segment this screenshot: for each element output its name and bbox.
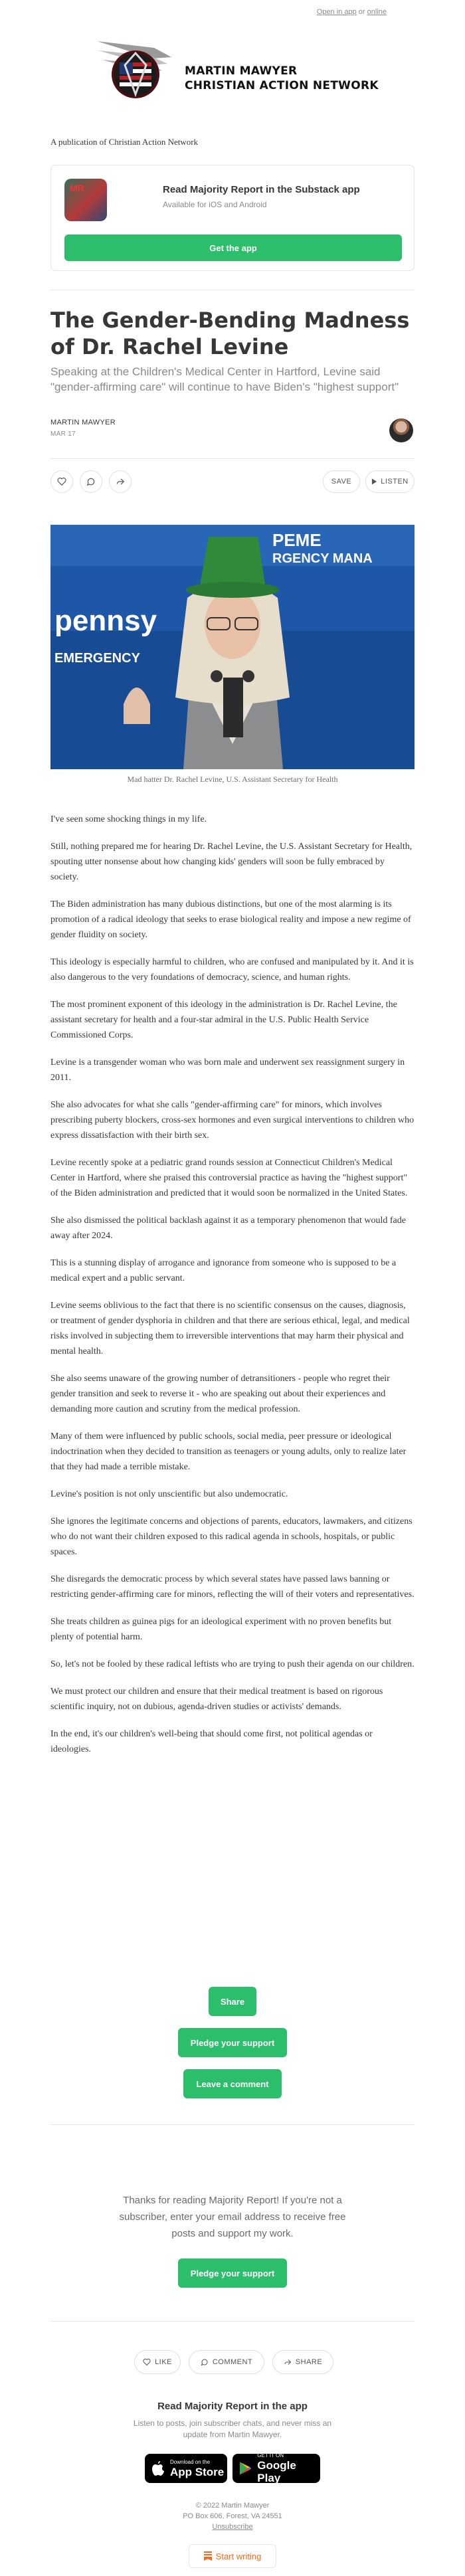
divider [50,2124,415,2125]
open-in-app-link[interactable]: Open in app [316,8,357,16]
author-avatar[interactable] [389,418,413,442]
share-arrow-icon [116,477,125,486]
google-play-badge[interactable] [232,2454,320,2483]
article-actions [50,470,415,497]
article-paragraph: Levine recently spoke at a pediatric grand rounds session at Connecticut Children's Medical Center in Hartford, where she praised this controversial practice as having the "highest support" of the Biden administration and predicted that it would soon be normalized in the United States. [50,1158,408,1198]
share-arrow-icon [284,2358,292,2366]
or-text: or [358,8,365,16]
publication-note: A publication of Christian Action Network [50,137,199,147]
read-in-app-title: Read Majority Report in the app [157,2401,308,2412]
unsubscribe-link[interactable]: Unsubscribe [212,2523,253,2531]
comment-icon [86,477,96,486]
bottom-comment-button[interactable] [189,2350,264,2374]
like-label: LIKE [155,2358,172,2366]
article-paragraph: She also dismissed the political backlash against it as a temporary phenomenon that would fade away after 2024. [50,1216,406,1241]
article-paragraph: Levine's position is not only unscientific but also undemocratic. [50,1489,288,1499]
hero-sign-text-1: PEME [272,530,322,550]
article-paragraph: We must protect our children and ensure that their medical treatment is based on rigorous scientific inquiry, not on dubious, agenda-driven studies or activists' demands. [50,1687,383,1712]
article-paragraph: The Biden administration has many dubious distinctions, but one of the most alarming is its promotion of a radical ideology that seeks to erase biological reality and impose a new regime of gender fluidity on society. [50,899,411,940]
subscribe-text: Thanks for reading Majority Report! If you're not a subscriber, enter your email address to receive free posts and support my work. [119,2195,346,2239]
article-paragraph: Levine is a transgender woman who was born male and underwent sex reassignment surgery in 2011. [50,1058,405,1083]
hero-sign-text-4: EMERGENCY [54,651,140,666]
play-icon [371,478,377,485]
app-promo-card [50,165,415,271]
article-paragraph: So, let's not be fooled by these radical leftists who are trying to push their agenda on our children. [50,1659,415,1669]
article-paragraph: She also seems unaware of the growing number of detransitioners - people who regret their gender transition and seek to reverse it - who are speaking out about their experiences and demanding more caution and scrutiny from the medical profession. [50,1374,390,1414]
logo-title [185,64,379,93]
logo-title-line2: CHRISTIAN ACTION NETWORK [185,79,379,92]
article-paragraph: I've seen some shocking things in my life. [50,814,207,824]
app-store-big: App Store [170,2465,225,2478]
article-paragraph: The most prominent exponent of this ideology in the administration is Dr. Rachel Levine, the assistant secretary for health and a four-star admiral in the U.S. Public Health Service Commissioned Corps. [50,1000,397,1040]
like-button[interactable] [50,470,73,493]
read-in-app-subtitle: Listen to posts, join subscriber chats, and never miss an update from Martin Mawyer. [133,2419,332,2439]
app-card-subtitle: Available for iOS and Android [163,200,267,209]
footer-copyright: © 2022 Martin Mawyer [195,2502,270,2510]
hero-caption: Mad hatter Dr. Rachel Levine, U.S. Assistant Secretary for Health [127,775,338,784]
app-card-title: Read Majority Report in the Substack app [163,184,360,195]
bottom-like-button[interactable] [134,2350,181,2374]
share-label: SHARE [295,2358,323,2366]
google-play-text [257,2452,320,2484]
get-app-button[interactable]: Get the app [64,234,402,261]
app-store-small: Download on the [170,2458,211,2465]
share-cta-button[interactable]: Share [209,1987,256,2016]
article-paragraph: Many of them were influenced by public schools, social media, peer pressure or ideological indoctrination when they decided to transition as teenagers or young adults, only to realize later that they had made a terrible mistake. [50,1431,407,1472]
publication-logo[interactable] [93,28,385,102]
hero-sign-text-3: pennsy [54,604,157,637]
article-title[interactable]: The Gender-Bending Madness of Dr. Rachel Levine [50,308,410,359]
author-name[interactable]: MARTIN MAWYER [50,418,116,426]
listen-label: LISTEN [381,478,409,486]
article-body [50,812,415,1769]
subscribe-pledge-button[interactable]: Pledge your support [178,2258,287,2288]
start-writing-label: Start writing [215,2551,262,2561]
leave-comment-button[interactable]: Leave a comment [183,2069,282,2098]
app-icon-text: MR [70,183,84,193]
article-paragraph: She treats children as guinea pigs for an ideological experiment with no proven benefits but plenty of potential harm. [50,1617,392,1642]
apple-icon [151,2460,165,2476]
app-store-badge[interactable] [145,2454,227,2483]
pledge-support-button[interactable]: Pledge your support [178,2028,287,2057]
app-store-text [170,2459,224,2478]
online-link[interactable]: online [367,8,387,16]
post-date: MAR 17 [50,430,76,438]
bottom-share-button[interactable] [272,2350,333,2374]
divider [50,2321,415,2322]
app-icon [64,179,107,221]
start-writing-button[interactable] [189,2544,276,2568]
footer-address: PO Box 606, Forest, VA 24551 [183,2512,282,2520]
logo-title-line1: MARTIN MAWYER [185,64,298,78]
article-paragraph: Still, nothing prepared me for hearing Dr. Rachel Levine, the U.S. Assistant Secretary for Health, spouting utter nonsense about how changing kids' genders will soon be fully embraced by society. [50,842,413,882]
article-paragraph: In the end, it's our children's well-being that should come first, not political agendas or ideologies. [50,1729,373,1754]
substack-icon [204,2551,212,2561]
google-play-big: Google Play [257,2459,296,2484]
save-label: SAVE [331,478,352,486]
save-button[interactable] [323,470,360,493]
hero-sign-text-2b: RGENCY MANA [272,551,373,566]
article-paragraph: This ideology is especially harmful to children, who are confused and manipulated by it. And it is also dangerous to the very foundations of democracy, science, and human rights. [50,957,414,982]
comment-button[interactable] [80,470,102,493]
divider [50,458,415,459]
comment-icon [201,2358,209,2366]
google-play-icon [239,2461,252,2476]
top-links [317,8,387,16]
article-paragraph: She ignores the legitimate concerns and objections of parents, educators, lawmakers, and citizens who do not want their children exposed to this radical agenda in schools, hospitals, or public spaces. [50,1517,413,1557]
heart-icon [143,2358,151,2366]
share-button[interactable] [109,470,132,493]
article-paragraph: Levine seems oblivious to the fact that there is no scientific consensus on the causes, diagnosis, or treatment of gender dysphoria in children and that there are serious ethical, legal, and medical risks involved in subjecting them to irreversible interventions that may harm their physical and mental health. [50,1301,410,1356]
listen-button[interactable] [365,470,415,493]
heart-icon [57,477,66,486]
article-subtitle: Speaking at the Children's Medical Center in Hartford, Levine said "gender-affirming care" will continue to have Biden's "highest support" [50,365,399,393]
article-paragraph: She disregards the democratic process by which several states have passed laws banning or restricting gender-affirming care for minors, reflecting the will of their voters and representatives. [50,1574,415,1600]
comment-label: COMMENT [212,2358,253,2366]
article-paragraph: She also advocates for what she calls "gender-affirming care" for minors, which involves prescribing puberty blockers, cross-sex hormones and even surgical interventions to children who express dissatisfaction with their birth sex. [50,1100,415,1141]
hero-image[interactable] [50,525,415,769]
eagle-logo-icon [93,28,179,102]
google-play-small: GET IT ON [257,2452,284,2458]
article-paragraph: This is a stunning display of arrogance and ignorance from someone who is supposed to be a medical expert and a public servant. [50,1258,397,1283]
bottom-actions [0,2350,465,2374]
